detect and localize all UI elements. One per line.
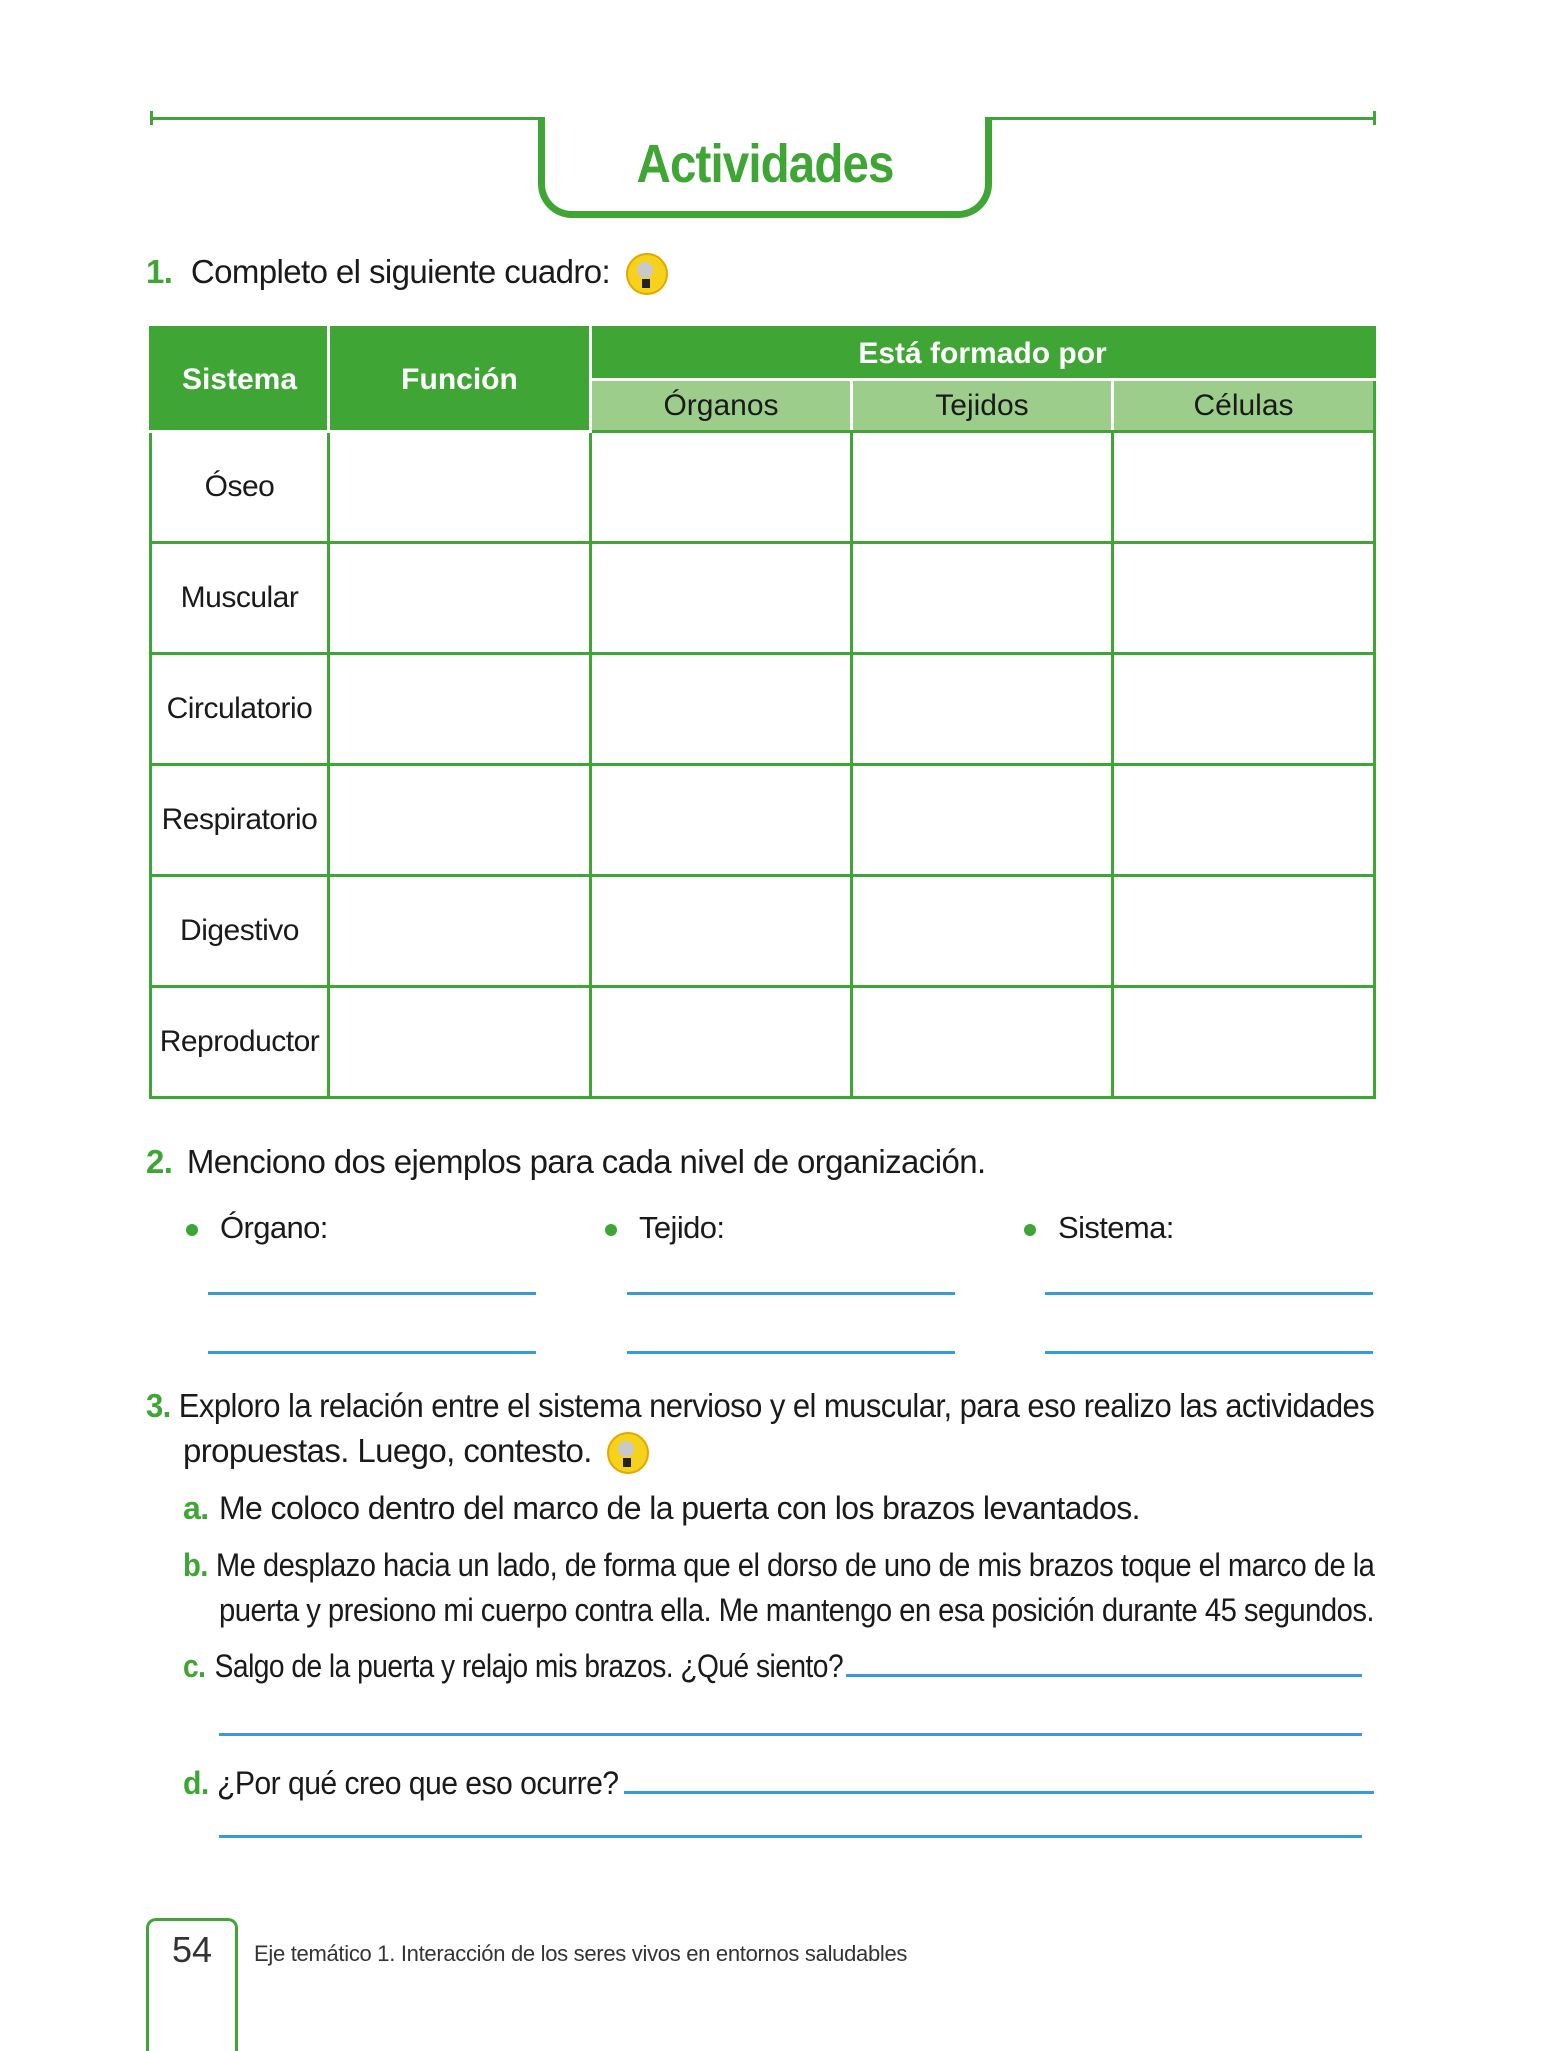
activity-1-prompt [146, 250, 669, 296]
page-title-tab [538, 117, 992, 218]
answer-line-c-1[interactable] [846, 1674, 1362, 1677]
header-esta-formado-por: Está formado por [591, 328, 1375, 380]
cell-input[interactable] [852, 654, 1113, 765]
step-b-line-1-wrap [183, 1544, 1374, 1587]
cell-input[interactable] [329, 765, 591, 876]
systems-table [149, 326, 1376, 1099]
header-tejidos: Tejidos [852, 380, 1113, 432]
step-c [183, 1645, 933, 1688]
activity-1-text: Completo el siguiente cuadro: [190, 253, 611, 290]
header-organos: Órganos [591, 380, 852, 432]
activity-3-text-line-2: propuestas. Luego, contesto. [183, 1432, 592, 1469]
activity-3-text-line-1: Exploro la relación entre el sistema nervioso y el muscular, para eso realizo las actividades [178, 1387, 1375, 1424]
cell-input[interactable] [852, 432, 1113, 543]
level-sistema [1024, 1206, 1174, 1249]
cell-input[interactable] [852, 543, 1113, 654]
step-b-text-line-2: puerta y presiono mi cuerpo contra ella. Me mantengo en esa posición durante 45 segundos. [219, 1592, 1374, 1628]
step-c-text: Salgo de la puerta y relajo mis brazos. ¿Qué siento? [214, 1648, 844, 1684]
row-label-oseo [151, 432, 329, 543]
cell-input[interactable] [329, 987, 591, 1098]
lightbulb-icon [606, 1431, 650, 1475]
cell-input[interactable] [591, 987, 852, 1098]
answer-line-sistema-1[interactable] [1045, 1292, 1373, 1295]
page-number: 54 [171, 1929, 213, 1970]
header-funcion: Función [329, 328, 591, 432]
row-label-respiratorio [151, 765, 329, 876]
row-label-digestivo [151, 876, 329, 987]
row-label-circulatorio [151, 654, 329, 765]
row-label-muscular [151, 543, 329, 654]
page-title: Actividades [636, 134, 894, 194]
activity-3-number: 3. [146, 1387, 171, 1424]
step-d-wrap [183, 1762, 619, 1805]
table-row [151, 432, 1375, 543]
answer-line-tejido-2[interactable] [627, 1351, 955, 1354]
step-b-line-2 [219, 1589, 1482, 1632]
cell-input[interactable] [591, 432, 852, 543]
table-row [151, 876, 1375, 987]
cell-input[interactable] [1113, 654, 1375, 765]
cell-input[interactable] [1113, 765, 1375, 876]
cell-input[interactable] [329, 876, 591, 987]
header-sistema: Sistema [151, 328, 329, 432]
cell-input[interactable] [1113, 432, 1375, 543]
step-c-wrap [183, 1645, 843, 1688]
activity-2-number: 2. [146, 1143, 173, 1180]
answer-line-sistema-2[interactable] [1045, 1351, 1373, 1354]
step-d-letter: d. [183, 1765, 209, 1801]
activity-3-prompt-line-2 [183, 1429, 650, 1475]
header-celulas: Células [1113, 380, 1375, 432]
step-d-text: ¿Por qué creo que eso ocurre? [216, 1765, 619, 1801]
level-tejido-label: Tejido: [639, 1210, 725, 1245]
cell-input[interactable] [591, 876, 852, 987]
activity-1-number: 1. [146, 253, 173, 290]
cell-input[interactable] [591, 654, 852, 765]
footer-caption-text: Eje temático 1. Interacción de los seres vivos en entornos saludables [254, 1941, 908, 1966]
table-row [151, 654, 1375, 765]
cell-input[interactable] [1113, 543, 1375, 654]
answer-line-c-2[interactable] [219, 1733, 1362, 1736]
table-row [151, 987, 1375, 1098]
cell-input[interactable] [852, 987, 1113, 1098]
step-b-text-line-1: Me desplazo hacia un lado, de forma que el dorso de uno de mis brazos toque el marco de la [215, 1547, 1375, 1583]
step-a-letter: a. [183, 1490, 209, 1526]
answer-line-tejido-1[interactable] [627, 1292, 955, 1295]
bullet-icon [605, 1224, 617, 1236]
row-label-digestivo-text: Digestivo [180, 914, 299, 947]
step-a-text: Me coloco dentro del marco de la puerta con los brazos levantados. [219, 1490, 1140, 1526]
row-label-circulatorio-text: Circulatorio [166, 692, 313, 725]
footer-caption [254, 1940, 907, 1968]
answer-line-organo-1[interactable] [208, 1292, 536, 1295]
activity-2-text: Menciono dos ejemplos para cada nivel de organización. [186, 1143, 986, 1180]
step-c-letter: c. [183, 1648, 206, 1684]
step-b-line-1 [183, 1544, 1488, 1587]
cell-input[interactable] [1113, 987, 1375, 1098]
step-b-letter: b. [183, 1547, 208, 1583]
header-rule-cap-right [1373, 111, 1376, 125]
cell-input[interactable] [329, 654, 591, 765]
cell-input[interactable] [1113, 876, 1375, 987]
cell-input[interactable] [591, 765, 852, 876]
cell-input[interactable] [852, 765, 1113, 876]
row-label-oseo-text: Óseo [204, 470, 275, 503]
cell-input[interactable] [329, 543, 591, 654]
level-tejido [605, 1206, 724, 1249]
answer-line-organo-2[interactable] [208, 1351, 536, 1354]
row-label-reproductor [151, 987, 329, 1098]
cell-input[interactable] [591, 543, 852, 654]
level-organo [186, 1206, 328, 1249]
step-b-line-2-wrap [219, 1589, 1374, 1632]
activity-3-line-1-wrap [146, 1384, 1374, 1427]
activity-3-prompt-line-1 [146, 1384, 1453, 1427]
row-label-respiratorio-text: Respiratorio [161, 803, 318, 836]
step-d [183, 1762, 645, 1805]
answer-line-d-2[interactable] [219, 1835, 1362, 1838]
level-sistema-label: Sistema: [1058, 1210, 1174, 1245]
header-rule-cap-left [150, 111, 153, 125]
bullet-icon [1024, 1224, 1036, 1236]
table-row [151, 543, 1375, 654]
activity-2-prompt [146, 1140, 986, 1183]
level-organo-label: Órgano: [220, 1210, 328, 1245]
answer-line-d-1[interactable] [624, 1791, 1374, 1794]
cell-input[interactable] [852, 876, 1113, 987]
table-row [151, 765, 1375, 876]
row-label-muscular-text: Muscular [180, 581, 299, 614]
step-a-wrap [183, 1487, 1140, 1530]
cell-input[interactable] [329, 432, 591, 543]
step-a [183, 1487, 1140, 1530]
bullet-icon [186, 1224, 198, 1236]
row-label-reproductor-text: Reproductor [159, 1025, 320, 1058]
lightbulb-icon [625, 252, 669, 296]
